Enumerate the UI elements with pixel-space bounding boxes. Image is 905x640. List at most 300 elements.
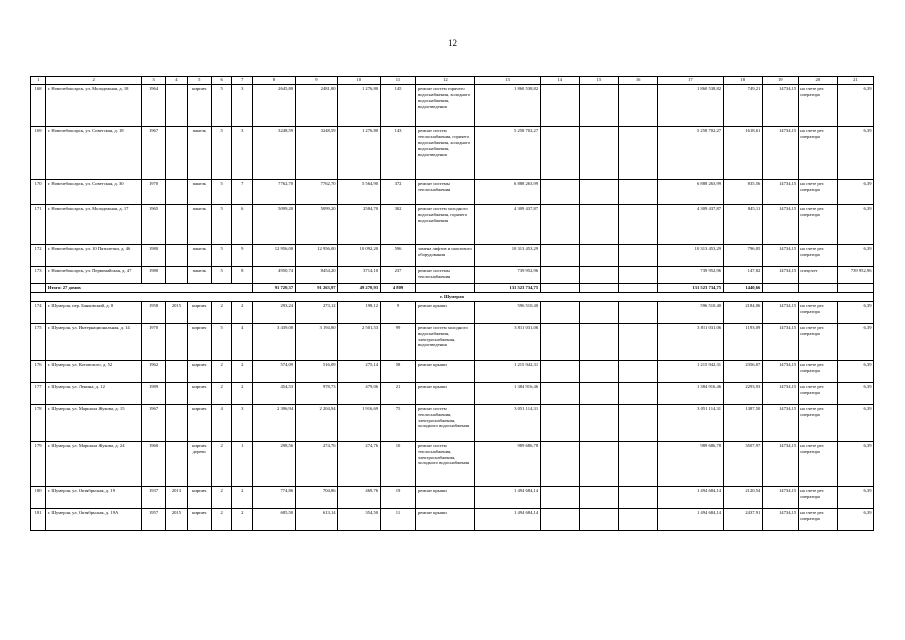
table-cell: [540, 323, 579, 360]
table-cell: 2184,06: [723, 301, 762, 323]
column-number: 10: [338, 77, 380, 85]
table-cell: [166, 267, 188, 284]
section-row: [31, 292, 874, 301]
table-cell: ремонт систем теплоснабжения, электроснабжения, холодного водоснабжения: [416, 441, 475, 486]
table-cell: 3: [232, 85, 253, 127]
table-cell: 3 439,00: [253, 323, 295, 360]
table-cell: [540, 404, 579, 441]
table-cell: на счете рег. оператора: [798, 382, 837, 404]
table-cell: 1967: [142, 404, 166, 441]
table-row: [31, 205, 874, 245]
table-cell: 14734,15: [762, 301, 798, 323]
table-cell: 3: [232, 404, 253, 441]
table-cell: г. Шумерля, ул. Октябрьская, д. 19: [46, 486, 142, 508]
table-cell: [166, 404, 188, 441]
column-number: 19: [762, 77, 798, 85]
table-cell: 5099,20: [295, 205, 337, 245]
total-row: [31, 284, 874, 293]
table-cell: 11: [380, 508, 416, 530]
table-cell: 14734,15: [762, 127, 798, 180]
column-number: 5: [187, 77, 211, 85]
table-cell: 1 215 942,31: [475, 360, 540, 382]
table-cell: кирпич: [187, 404, 211, 441]
table-cell: [619, 508, 658, 530]
table-cell: 685,50: [253, 508, 295, 530]
table-cell: [579, 245, 618, 267]
table-cell: 180: [31, 486, 46, 508]
table-cell: 5 258 702,27: [475, 127, 540, 180]
empty-cell: [619, 284, 658, 293]
column-number: 3: [142, 77, 166, 85]
table-cell: 14734,15: [762, 85, 798, 127]
table-cell: 237: [380, 267, 416, 284]
table-cell: 704,86: [295, 486, 337, 508]
table-cell: [619, 404, 658, 441]
table-cell: 796,05: [723, 245, 762, 267]
column-number: 21: [837, 77, 873, 85]
table-cell: [166, 245, 188, 267]
table-cell: 12 956,00: [253, 245, 295, 267]
table-cell: 14734,15: [762, 404, 798, 441]
table-row: [31, 180, 874, 205]
table-cell: 2: [232, 301, 253, 323]
table-cell: на счете рег. оператора: [798, 85, 837, 127]
table-cell: 1937: [142, 486, 166, 508]
empty-cell: [540, 284, 579, 293]
table-cell: 178: [31, 404, 46, 441]
table-cell: 2437,91: [723, 508, 762, 530]
table-cell: 173: [31, 267, 46, 284]
table-cell: [619, 205, 658, 245]
table-cell: 145: [380, 85, 416, 127]
table-cell: 3248,59: [295, 127, 337, 180]
table-row: [31, 245, 874, 267]
table-cell: 2: [211, 382, 232, 404]
table-cell: 2: [232, 360, 253, 382]
table-cell: 596 510,40: [475, 301, 540, 323]
table-cell: 99: [380, 323, 416, 360]
table-cell: [619, 267, 658, 284]
table-cell: 14734,15: [762, 508, 798, 530]
table-cell: 1 860 538,82: [475, 85, 540, 127]
table-cell: 1 384 916,46: [475, 382, 540, 404]
table-cell: [579, 205, 618, 245]
table-cell: на счете рег. оператора: [798, 205, 837, 245]
table-cell: 1962: [142, 360, 166, 382]
table-cell: ремонт крыши: [416, 508, 475, 530]
table-cell: 2: [211, 508, 232, 530]
table-cell: 1980: [142, 245, 166, 267]
table-cell: 10 313 453,29: [658, 245, 723, 267]
table-cell: 6,39: [837, 245, 873, 267]
table-cell: 6,39: [837, 127, 873, 180]
table-cell: 7762,70: [295, 180, 337, 205]
table-cell: 2481,80: [295, 85, 337, 127]
table-cell: 1970: [142, 180, 166, 205]
table-cell: 273,12: [295, 301, 337, 323]
table-cell: [579, 301, 618, 323]
table-cell: 1958: [142, 301, 166, 323]
table-cell: 181: [31, 508, 46, 530]
table-cell: 21: [380, 382, 416, 404]
table-cell: 2013: [166, 486, 188, 508]
table-cell: 175: [31, 323, 46, 360]
empty-cell: [31, 284, 46, 293]
table-cell: 5099,20: [253, 205, 295, 245]
table-cell: 6,39: [837, 404, 873, 441]
table-cell: ремонт системы теплоснабжения: [416, 267, 475, 284]
table-cell: 1387,50: [723, 404, 762, 441]
table-cell: 2: [232, 486, 253, 508]
table-cell: 6,39: [837, 301, 873, 323]
column-number: 7: [232, 77, 253, 85]
table-cell: 14734,15: [762, 205, 798, 245]
table-cell: 274,76: [338, 441, 380, 486]
total-cell: Итого: 27 домов: [46, 284, 253, 293]
table-cell: 9: [380, 301, 416, 323]
table-cell: 2015: [166, 508, 188, 530]
table-cell: 989 686,78: [658, 441, 723, 486]
section-title: г. Шумерля: [31, 292, 874, 301]
table-cell: 6,39: [837, 205, 873, 245]
table-cell: [166, 360, 188, 382]
table-cell: г. Новочебоксарск, ул. 10 Пятилетки, д. 46: [46, 245, 142, 267]
table-cell: 2: [232, 508, 253, 530]
table-cell: [166, 180, 188, 205]
table-cell: 4 309 437,87: [475, 205, 540, 245]
table-cell: 2 204,94: [295, 404, 337, 441]
table-cell: 1970: [142, 323, 166, 360]
table-cell: 75: [380, 404, 416, 441]
table-cell: 5: [211, 85, 232, 127]
table-cell: 2584,70: [338, 205, 380, 245]
table-cell: 2015: [166, 301, 188, 323]
table-cell: 835,56: [723, 180, 762, 205]
table-cell: ремонт крыши: [416, 360, 475, 382]
table-cell: 298,56: [253, 441, 295, 486]
table-cell: [166, 205, 188, 245]
total-cell: 1440,66: [723, 284, 762, 293]
table-cell: 2645,80: [253, 85, 295, 127]
table-cell: 1960: [142, 441, 166, 486]
table-cell: 739 952,96: [475, 267, 540, 284]
table-cell: 168: [31, 85, 46, 127]
table-cell: 302: [380, 205, 416, 245]
table-cell: 2356,07: [723, 360, 762, 382]
table-cell: панель: [187, 180, 211, 205]
table-row: [31, 382, 874, 404]
column-number: 8: [253, 77, 295, 85]
table-cell: [540, 267, 579, 284]
table-row: [31, 127, 874, 180]
table-cell: 516,09: [295, 360, 337, 382]
table-cell: 372: [380, 180, 416, 205]
table-cell: на счете рег. оператора: [798, 180, 837, 205]
table-cell: г. Новочебоксарск, ул. Молодежная, д. 17: [46, 205, 142, 245]
table-cell: [166, 323, 188, 360]
table-cell: на счете рег. оператора: [798, 360, 837, 382]
table-cell: 1967: [142, 127, 166, 180]
column-number: 20: [798, 77, 837, 85]
table-cell: [540, 245, 579, 267]
table-header-row: [31, 77, 874, 85]
table-cell: 14734,15: [762, 267, 798, 284]
table-cell: [619, 127, 658, 180]
table-cell: 6,39: [837, 508, 873, 530]
table-cell: 179: [31, 441, 46, 486]
table-cell: 4: [211, 404, 232, 441]
table-cell: 7: [232, 180, 253, 205]
table-cell: [619, 323, 658, 360]
table-cell: 739 952,96: [658, 267, 723, 284]
table-cell: на счете рег. оператора: [798, 127, 837, 180]
table-cell: панель: [187, 267, 211, 284]
table-cell: [579, 404, 618, 441]
table-cell: 275,14: [338, 360, 380, 382]
table-cell: г. Шумерля, ул. Маршала Жукова, д. 24: [46, 441, 142, 486]
table-cell: панель: [187, 245, 211, 267]
table-cell: 4950,74: [253, 267, 295, 284]
table-row: [31, 360, 874, 382]
table-cell: г. Новочебоксарск, ул. Первомайская, д. 47: [46, 267, 142, 284]
table-cell: 845,11: [723, 205, 762, 245]
table-cell: [579, 267, 618, 284]
table-cell: 5: [211, 267, 232, 284]
table-cell: [540, 127, 579, 180]
table-cell: 3 811 031,06: [475, 323, 540, 360]
table-cell: [166, 382, 188, 404]
table-cell: [619, 382, 658, 404]
table-cell: на счете рег. оператора: [798, 508, 837, 530]
table-row: [31, 404, 874, 441]
table-cell: замена лифтов и шахтового оборудования: [416, 245, 475, 267]
table-cell: [166, 441, 188, 486]
table-cell: 5 564,90: [338, 180, 380, 205]
table-cell: [619, 85, 658, 127]
table-cell: 2293,93: [723, 382, 762, 404]
table-cell: г. Новочебоксарск, ул. Советская, д. 30: [46, 180, 142, 205]
empty-cell: [798, 284, 837, 293]
table-cell: 5: [211, 323, 232, 360]
table-cell: [540, 486, 579, 508]
table-cell: 6: [232, 205, 253, 245]
table-cell: 14734,15: [762, 323, 798, 360]
table-cell: г. Новочебоксарск, ул. Молодежная, д. 18: [46, 85, 142, 127]
table-cell: 978,73: [295, 382, 337, 404]
table-cell: 14734,15: [762, 382, 798, 404]
table-cell: 6,39: [837, 360, 873, 382]
table-cell: [579, 508, 618, 530]
table-cell: 143: [380, 127, 416, 180]
table-cell: [619, 245, 658, 267]
table-cell: 14734,15: [762, 180, 798, 205]
table-cell: кирпич: [187, 360, 211, 382]
table-cell: 2: [211, 301, 232, 323]
table-cell: 177: [31, 382, 46, 404]
table-cell: [579, 323, 618, 360]
table-cell: 14734,15: [762, 245, 798, 267]
table-cell: [619, 301, 658, 323]
table-cell: ремонт систем горячего водоснабжения, холодного водоснабжения, водоотведения: [416, 85, 475, 127]
table-cell: [579, 486, 618, 508]
table-cell: 613,14: [295, 508, 337, 530]
empty-cell: [416, 284, 475, 293]
table-cell: 3507,97: [723, 441, 762, 486]
table-cell: 1: [232, 441, 253, 486]
table-cell: [579, 441, 618, 486]
column-number: 2: [46, 77, 142, 85]
table-row: [31, 508, 874, 530]
table-cell: кирпич: [187, 301, 211, 323]
table-cell: ремонт системы теплоснабжения: [416, 180, 475, 205]
table-cell: ремонт крыши: [416, 486, 475, 508]
table-cell: г. Шумерля, ул. Ленина, д. 12: [46, 382, 142, 404]
table-cell: [540, 301, 579, 323]
table-cell: 14734,15: [762, 441, 798, 486]
table-cell: [166, 85, 188, 127]
table-cell: [540, 508, 579, 530]
table-cell: [579, 85, 618, 127]
total-cell: 4 809: [380, 284, 416, 293]
table-cell: 6,39: [837, 180, 873, 205]
table-cell: панель: [187, 127, 211, 180]
table-cell: [579, 127, 618, 180]
table-cell: 1 276,80: [338, 127, 380, 180]
table-cell: 3 194,80: [295, 323, 337, 360]
table-cell: 454,53: [253, 382, 295, 404]
table-cell: [619, 441, 658, 486]
table-cell: 10 313 453,29: [475, 245, 540, 267]
table-cell: [579, 360, 618, 382]
table-cell: 2120,54: [723, 486, 762, 508]
table-row: [31, 323, 874, 360]
column-number: 13: [475, 77, 540, 85]
table-cell: 2 396,94: [253, 404, 295, 441]
table-cell: 6,39: [837, 441, 873, 486]
table-cell: 5: [211, 205, 232, 245]
table-cell: 3248,59: [253, 127, 295, 180]
table-cell: 12 956,00: [295, 245, 337, 267]
table-cell: кирпич: [187, 85, 211, 127]
table-cell: 19: [380, 486, 416, 508]
table-cell: кирпич: [187, 323, 211, 360]
column-number: 14: [540, 77, 579, 85]
table-cell: 14734,15: [762, 486, 798, 508]
table-cell: ремонт крыши: [416, 301, 475, 323]
table-row: [31, 486, 874, 508]
table-row: [31, 267, 874, 284]
table-cell: 469,76: [338, 486, 380, 508]
table-cell: ремонт крыши: [416, 382, 475, 404]
table-cell: 6,39: [837, 486, 873, 508]
table-cell: 6,39: [837, 85, 873, 127]
table-cell: 1 384 916,46: [658, 382, 723, 404]
total-cell: 91 263,97: [295, 284, 337, 293]
total-cell: 91 720,37: [253, 284, 295, 293]
column-number: 6: [211, 77, 232, 85]
table-cell: 1193,09: [723, 323, 762, 360]
total-cell: 131 523 734,75: [658, 284, 723, 293]
table-cell: 3 051 114,31: [658, 404, 723, 441]
table-cell: г. Шумерля, пер. Банковский, д. 8: [46, 301, 142, 323]
table-cell: 1 494 684,14: [475, 486, 540, 508]
column-number: 4: [166, 77, 188, 85]
table-cell: на счете рег. оператора: [798, 486, 837, 508]
table-cell: 1 494 684,14: [475, 508, 540, 530]
table-cell: 293,24: [253, 301, 295, 323]
table-cell: 1618,61: [723, 127, 762, 180]
table-cell: 6,39: [837, 323, 873, 360]
table-cell: 3: [232, 127, 253, 180]
table-cell: 10: [380, 441, 416, 486]
table-cell: спецсчет: [798, 267, 837, 284]
table-cell: на счете рег. оператора: [798, 301, 837, 323]
column-number: 9: [295, 77, 337, 85]
table-cell: 1 494 684,14: [658, 508, 723, 530]
table-cell: [540, 441, 579, 486]
table-cell: 5: [211, 180, 232, 205]
table-cell: 170: [31, 180, 46, 205]
table-cell: 1980: [142, 267, 166, 284]
table-cell: 5: [211, 127, 232, 180]
total-cell: 49 270,93: [338, 284, 380, 293]
table-cell: 739 952,96: [837, 267, 873, 284]
column-number: 15: [579, 77, 618, 85]
table-cell: г. Шумерля, ул. Котовского, д. 52: [46, 360, 142, 382]
table-cell: 3 811 031,06: [658, 323, 723, 360]
table-cell: г. Шумерля, ул. Интернациональная, д. 14: [46, 323, 142, 360]
column-number: 16: [619, 77, 658, 85]
table-cell: 3714,10: [338, 267, 380, 284]
table-cell: 1 916,69: [338, 404, 380, 441]
table-cell: 1989: [142, 382, 166, 404]
table-row: [31, 301, 874, 323]
table-cell: 5 258 702,27: [658, 127, 723, 180]
empty-cell: [837, 284, 873, 293]
table-cell: [540, 180, 579, 205]
table-cell: [540, 85, 579, 127]
table-row: [31, 85, 874, 127]
table-cell: 4: [232, 323, 253, 360]
table-cell: 198,12: [338, 301, 380, 323]
table-cell: 9: [232, 245, 253, 267]
table-cell: 2: [211, 486, 232, 508]
table-cell: 10 092,20: [338, 245, 380, 267]
table-cell: на счете рег. оператора: [798, 441, 837, 486]
table-cell: ремонт систем теплоснабжения, электроснабжения, холодного водоснабжения: [416, 404, 475, 441]
table-cell: 174: [31, 301, 46, 323]
table-cell: 3 051 114,31: [475, 404, 540, 441]
table-cell: 4 309 437,87: [658, 205, 723, 245]
table-cell: панель: [187, 205, 211, 245]
table-cell: на счете рег. оператора: [798, 404, 837, 441]
table-cell: 2: [211, 441, 232, 486]
table-cell: г. Шумерля, ул. Маршала Жукова, д. 15: [46, 404, 142, 441]
table-cell: г. Новочебоксарск, ул. Советская, д. 18: [46, 127, 142, 180]
table-cell: 274,76: [295, 441, 337, 486]
table-body: [31, 77, 874, 531]
table-cell: 596 510,40: [658, 301, 723, 323]
table-cell: ремонт систем теплоснабжения, горячего водоснабжения, холодного водоснабжения, водоотведения: [416, 127, 475, 180]
table-cell: 6 888 263,99: [475, 180, 540, 205]
table-cell: [579, 382, 618, 404]
table-cell: [579, 180, 618, 205]
table-cell: кирпич: [187, 382, 211, 404]
table-cell: [619, 486, 658, 508]
column-number: 18: [723, 77, 762, 85]
table-cell: 58: [380, 360, 416, 382]
table-cell: 14734,15: [762, 360, 798, 382]
